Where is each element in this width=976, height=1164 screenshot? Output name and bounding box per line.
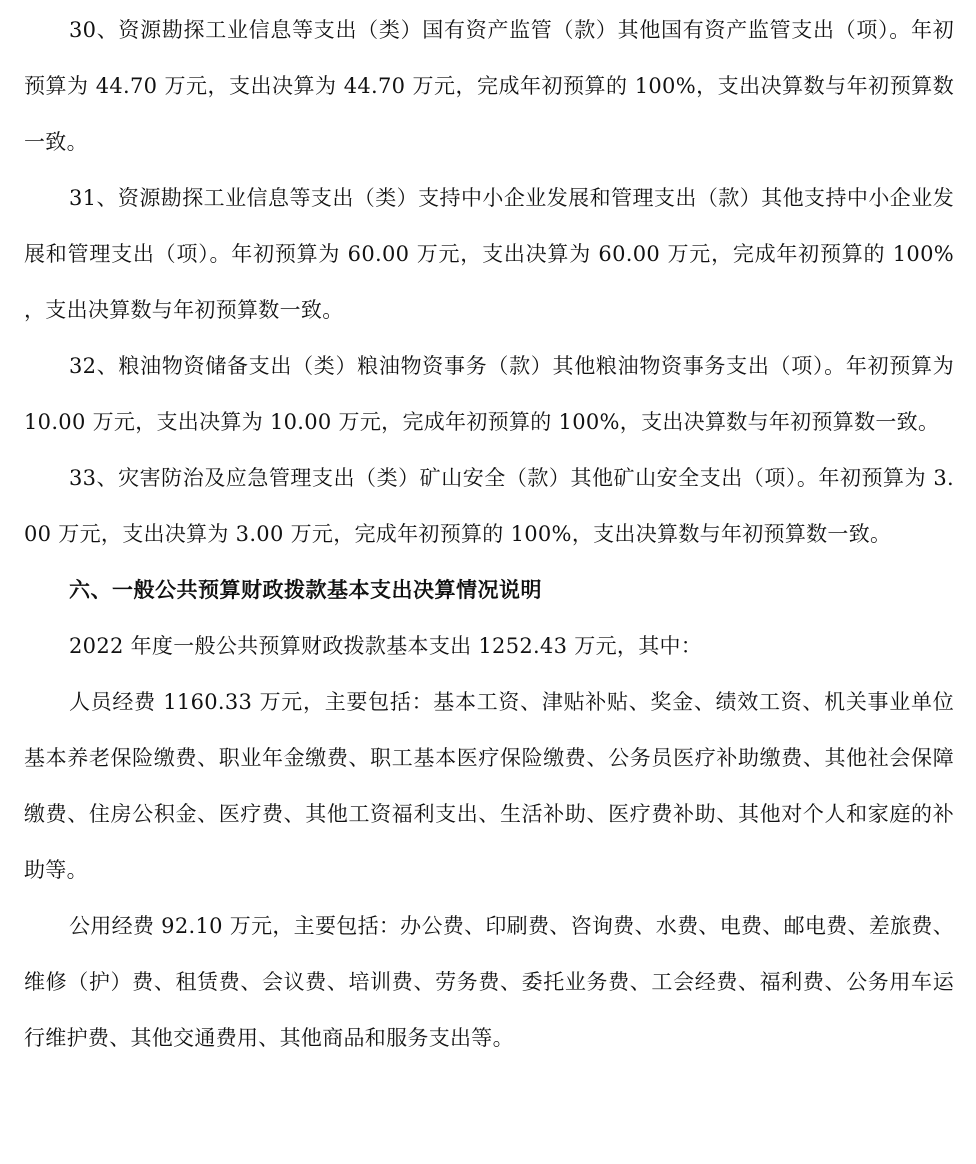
paragraph-item-31: 31、资源勘探工业信息等支出（类）支持中小企业发展和管理支出（款）其他支持中小企业发展和管理支出（项）。年初预算为 60.00 万元，支出决算为 60.00 万元，完成年初预算的 100%，支出决算数与年初预算数一致。 (24, 186, 954, 322)
paragraph-item-30: 30、资源勘探工业信息等支出（类）国有资产监管（款）其他国有资产监管支出（项）。年初预算为 44.70 万元，支出决算为 44.70 万元，完成年初预算的 100%，支出决算数与年初预算数一致。 (24, 18, 954, 154)
personnel-expense-paragraph: 人员经费 1160.33 万元，主要包括：基本工资、津贴补贴、奖金、绩效工资、机关事业单位基本养老保险缴费、职业年金缴费、职工基本医疗保险缴费、公务员医疗补助缴费、其他社会保障缴费、住房公积金、医疗费、其他工资福利支出、生活补助、医疗费补助、其他对个人和家庭的补助等。 (24, 690, 954, 882)
section-heading: 六、一般公共预算财政拨款基本支出决算情况说明 (69, 578, 542, 602)
document-page (24, 2, 954, 1066)
paragraph-item-32: 32、粮油物资储备支出（类）粮油物资事务（款）其他粮油物资事务支出（项）。年初预算为 10.00 万元，支出决算为 10.00 万元，完成年初预算的 100%，支出决算数与年初预算数一致。 (24, 354, 954, 434)
paragraph-item-33: 33、灾害防治及应急管理支出（类）矿山安全（款）其他矿山安全支出（项）。年初预算为 3.00 万元，支出决算为 3.00 万元，完成年初预算的 100%，支出决算数与年初预算数一致。 (24, 466, 954, 546)
section-intro: 2022 年度一般公共预算财政拨款基本支出 1252.43 万元，其中： (69, 634, 703, 658)
public-expense-paragraph: 公用经费 92.10 万元，主要包括：办公费、印刷费、咨询费、水费、电费、邮电费、差旅费、维修（护）费、租赁费、会议费、培训费、劳务费、委托业务费、工会经费、福利费、公务用车运行维护费、其他交通费用、其他商品和服务支出等。 (24, 914, 954, 1050)
